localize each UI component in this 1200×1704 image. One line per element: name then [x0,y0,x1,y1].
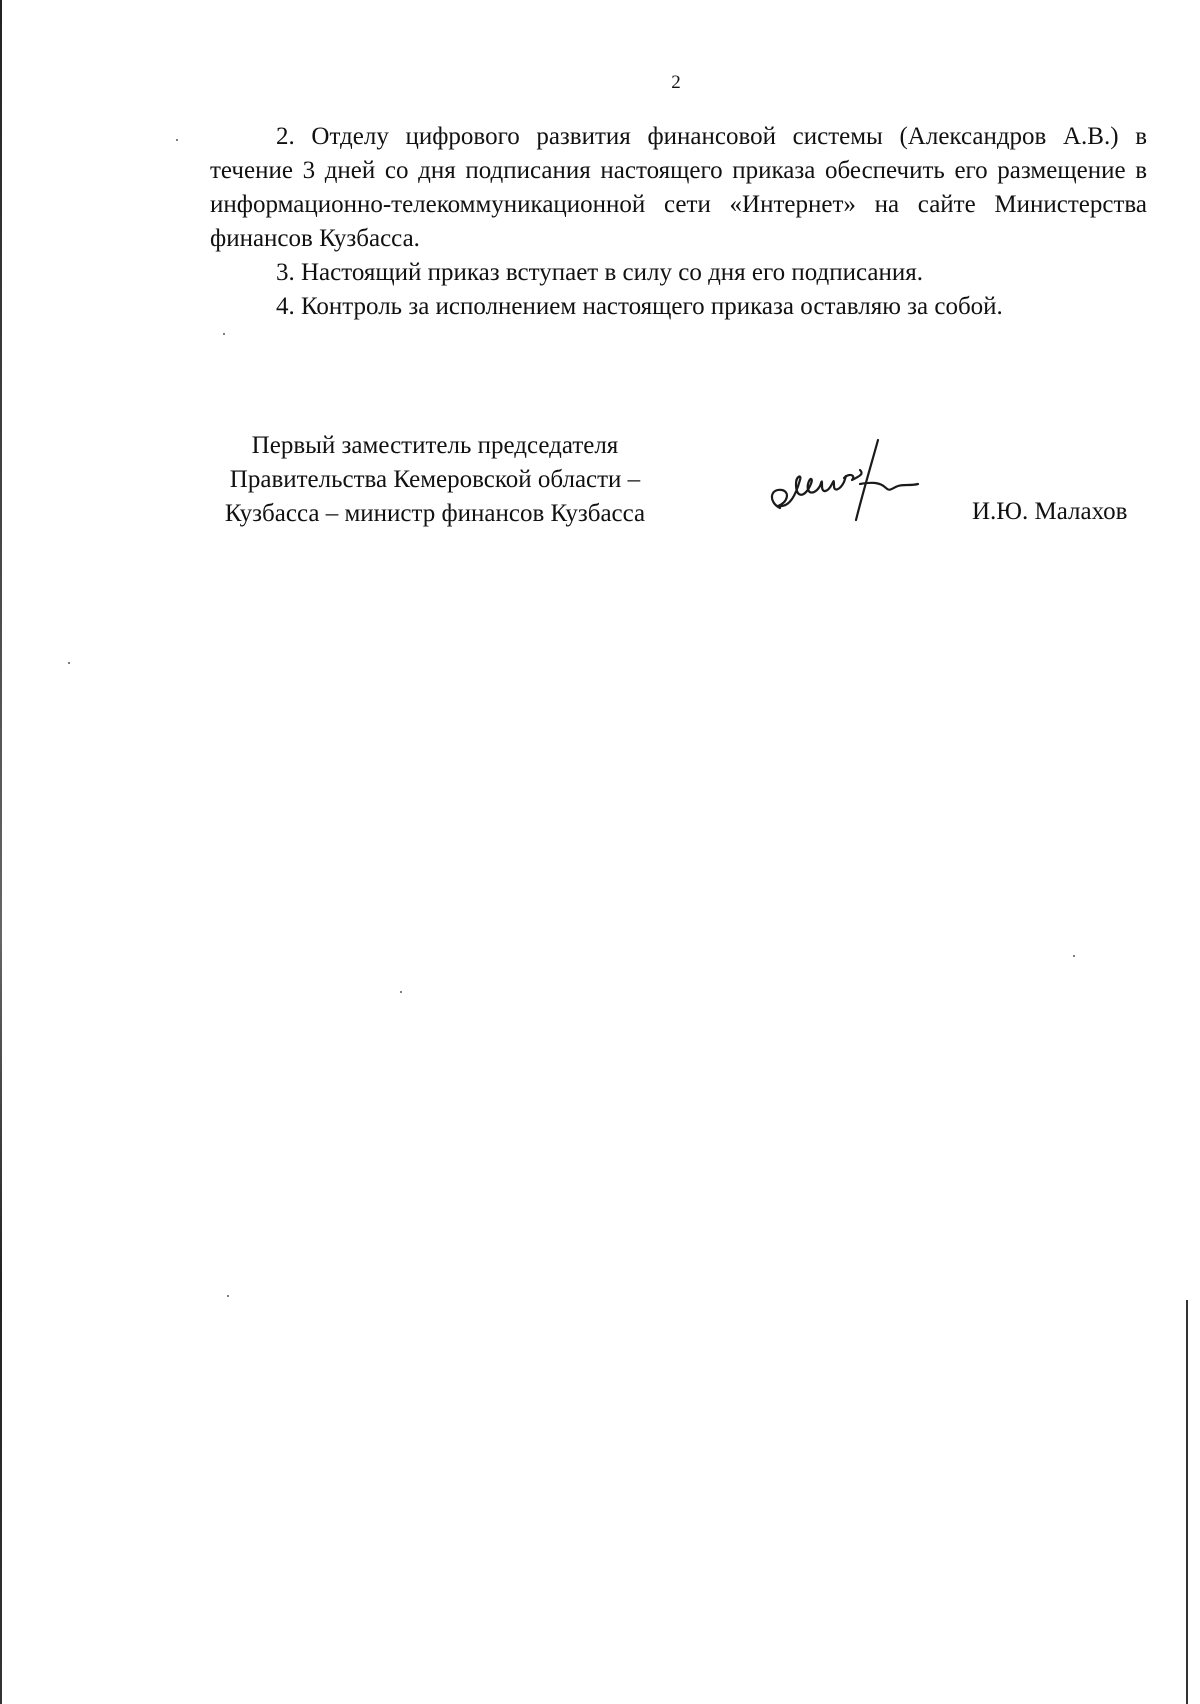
page-number-text: 2 [671,72,681,93]
scan-speck [176,139,178,141]
scan-edge-right [1186,1300,1188,1704]
scan-speck [227,1295,229,1297]
signatory-position [200,429,670,531]
paragraph-2: 2. Отделу цифрового развития финансовой системы (Александров А.В.) в течение 3 дней со дня подписания настоящего приказа обеспечить его размещение в информационно-телекоммуникационной сети «Интернет» на сайте Министерства финансов Кузбасса. [210,123,1147,252]
signatory-position-line: Первый заместитель председателя [251,432,619,459]
handwritten-signature [760,436,940,526]
scan-speck [223,333,225,335]
scan-speck [400,991,402,993]
paragraph-3: 3. Настоящий приказ вступает в силу со дня его подписания. [276,259,924,286]
order-body [210,120,1147,324]
scan-edge-left [0,0,2,1704]
signatory-position-line: Кузбасса – министр финансов Кузбасса [224,500,646,527]
signatory-position-line: Правительства Кемеровской области – [229,466,641,493]
scan-speck [68,662,70,664]
paragraph-4: 4. Контроль за исполнением настоящего приказа оставляю за собой. [276,293,1003,320]
signer-name: И.Ю. Малахов [972,498,1128,525]
scan-speck [1073,955,1075,957]
page-number [0,72,1200,94]
